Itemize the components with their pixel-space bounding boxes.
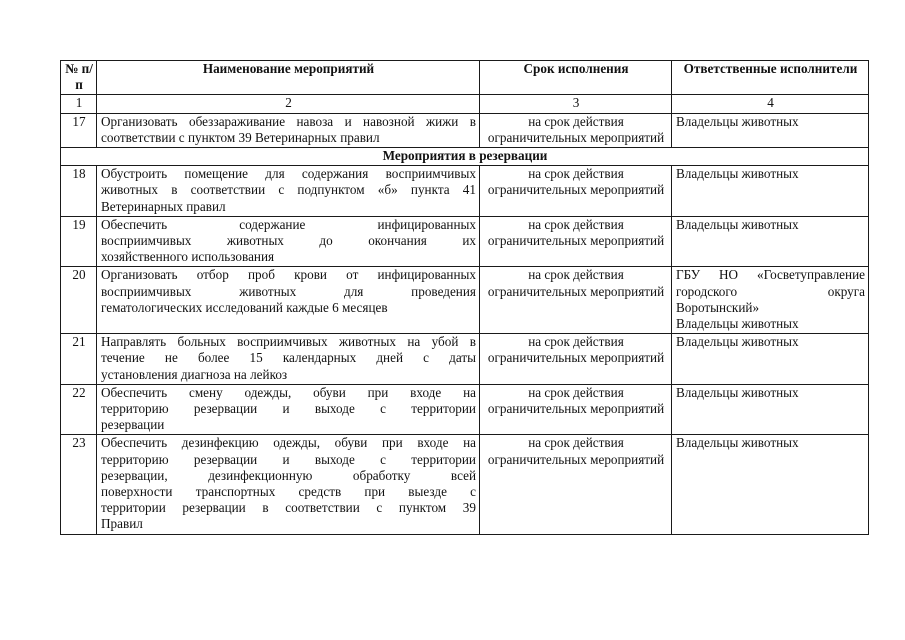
measure-name-line: животных в соответствии с подпунктом «б» пункта 41 — [101, 182, 476, 198]
table-row — [61, 267, 869, 334]
measure-name — [97, 384, 480, 435]
measure-name-line: Обеспечить содержание инфицированных — [101, 216, 476, 232]
table-row — [61, 384, 869, 435]
section-title: Мероприятия в резервации — [61, 148, 869, 166]
measure-term: на срок действия ограничительных мероприятий — [480, 166, 672, 217]
measure-name — [97, 216, 480, 267]
measure-name-line: Правил — [101, 516, 143, 532]
row-number: 20 — [61, 267, 97, 334]
measure-name-line: Обеспечить смену одежды, обуви при входе на — [101, 384, 476, 400]
column-numbers-row — [61, 95, 869, 113]
table-row — [61, 166, 869, 217]
measure-name: Организовать обеззараживание навоза и навозной жижи в соответствии с пунктом 39 Ветеринарных правил — [97, 113, 480, 147]
measure-term: на срок действия ограничительных мероприятий — [480, 384, 672, 435]
row-number: 19 — [61, 216, 97, 267]
measure-name — [97, 435, 480, 534]
header-responsible: Ответственные исполнители — [672, 61, 869, 95]
responsible-line: Воротынский» — [676, 299, 760, 315]
measure-name-line: территорию резервации и выходе с территории — [101, 451, 476, 467]
row-number: 23 — [61, 435, 97, 534]
measure-name-line: течение не более 15 календарных дней с даты — [101, 350, 476, 366]
measure-name-line: резервации — [101, 417, 165, 433]
measure-responsible: Владельцы животных — [672, 216, 869, 267]
measure-name-line: Организовать отбор проб крови от инфицированных — [101, 267, 476, 283]
column-number-3: 3 — [480, 95, 672, 113]
measure-name-line: восприимчивых животных для проведения — [101, 283, 476, 299]
table-row — [61, 113, 869, 147]
header-row — [61, 61, 869, 95]
measure-term: на срок действия ограничительных мероприятий — [480, 267, 672, 334]
column-number-4: 4 — [672, 95, 869, 113]
measure-name — [97, 267, 480, 334]
responsible-line: городского округа — [676, 283, 865, 299]
header-name: Наименование мероприятий — [97, 61, 480, 95]
measure-responsible — [672, 267, 869, 334]
measure-term: на срок действия ограничительных мероприятий — [480, 113, 672, 147]
row-number: 22 — [61, 384, 97, 435]
column-number-1: 1 — [61, 95, 97, 113]
row-number: 17 — [61, 113, 97, 147]
row-number: 21 — [61, 334, 97, 385]
responsible-line: Владельцы животных — [676, 316, 799, 332]
measure-name-line: восприимчивых животных до окончания их — [101, 233, 476, 249]
measure-name-line: Ветеринарных правил — [101, 198, 226, 214]
measure-name-line: установления диагноза на лейкоз — [101, 366, 288, 382]
measure-responsible: Владельцы животных — [672, 334, 869, 385]
measure-term: на срок действия ограничительных мероприятий — [480, 435, 672, 534]
column-number-2: 2 — [97, 95, 480, 113]
section-row — [61, 148, 869, 166]
measure-name-line: Обеспечить дезинфекцию одежды, обуви при входе на — [101, 435, 476, 451]
measure-name-line: Направлять больных восприимчивых животных на убой в — [101, 334, 476, 350]
header-number: № п/п — [61, 61, 97, 95]
measure-name-line: гематологических исследований каждые 6 месяцев — [101, 299, 388, 315]
measure-name — [97, 334, 480, 385]
responsible-line: ГБУ НО «Госветуправление — [676, 267, 865, 283]
measure-responsible: Владельцы животных — [672, 113, 869, 147]
header-term: Срок исполнения — [480, 61, 672, 95]
measure-term: на срок действия ограничительных мероприятий — [480, 334, 672, 385]
measure-name-line: территории резервации в соответствии с пунктом 39 — [101, 500, 476, 516]
measures-table — [60, 60, 869, 535]
measure-responsible: Владельцы животных — [672, 166, 869, 217]
measure-name — [97, 166, 480, 217]
table-row — [61, 216, 869, 267]
measure-name-line: территорию резервации и выходе с территории — [101, 401, 476, 417]
table-row — [61, 334, 869, 385]
measure-term: на срок действия ограничительных мероприятий — [480, 216, 672, 267]
row-number: 18 — [61, 166, 97, 217]
measure-responsible: Владельцы животных — [672, 384, 869, 435]
measure-name-line: Обустроить помещение для содержания восприимчивых — [101, 166, 476, 182]
measure-name-line: хозяйственного использования — [101, 249, 275, 265]
measure-name-line: поверхности транспортных средств при выезде с — [101, 484, 476, 500]
measure-responsible: Владельцы животных — [672, 435, 869, 534]
table-row — [61, 435, 869, 534]
measure-name-line: резервации, дезинфекционную обработку всей — [101, 467, 476, 483]
